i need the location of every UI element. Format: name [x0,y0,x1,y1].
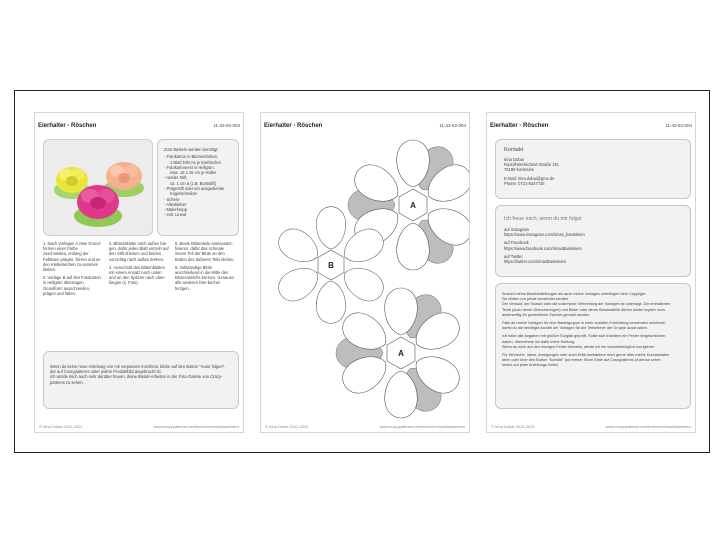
step-text: 1. Nach Vorlagen A zwei Grund-formen einer Farbe zuschneiden, entlang der Faltlinien prägen, fal-ten und an den Klebelaschen zu-sammen kleben. [43,241,102,273]
footer-copyright: © Irina Dobai 2012-2021 [265,424,309,429]
footer-url[interactable]: www.crazypatterns.net/de/store/IrinasBasteleien [379,424,465,429]
legal-line: haben, übernehme ich dafür keine Haftung. [502,339,576,344]
page-contact [486,112,696,433]
legal-line: Wenn du mich auf den einzigen Fehler hinweist, werde ich ihn schnellstmöglich korrigieren. [502,344,656,349]
footer-url[interactable]: www.crazypatterns.net/de/store/IrinasBasteleien [153,424,239,429]
contact-phone: Phone: 0721-9247735 [504,180,545,186]
page-footer [265,424,465,429]
template-drawing [261,131,469,431]
contact-box [495,139,691,199]
step-text: 6. Vollständige Blüte anschließend in die Mitte des Blumenkelchs kle-ben. Genauso alle weiteren Eier-becher fertigen. [175,264,234,291]
follow-note-box [43,351,239,409]
contact-line: Irina Dobai [504,157,524,162]
follow-label: auf Facebook [504,240,529,246]
note-line: Ich würde mich auch sehr darüber freuen, deine Bastel-Arbeiten in der Foto-Galerie von Crazy- [50,374,223,380]
materials-item: - Prägestift oder ein ausgedienter [164,185,225,191]
page-templates [260,112,470,433]
follow-label: auf Instagram [504,227,530,232]
materials-list [164,154,232,218]
facebook-link[interactable]: https://www.facebook.com/IrinasBasteleien [504,245,582,251]
steps-column-3 [175,241,235,294]
legal-line: Der Verkauf, der Tausch oder die kostenlose Verbreitung der Vorlagen ist untersagt. Die enthaltenen [502,302,671,307]
footer-copyright: © Irina Dobai 2012-2021 [39,424,83,429]
materials-item: - Fotokartonrest in Hellgrün, [164,164,215,170]
page-title: Eierhalter - Röschen [264,123,323,129]
step-text: 5. Beide Blütenteile aneinander-fixieren, dafür das schmale innere Teil der Blüte an den Boden des äußeren Teils kleben. [175,241,235,262]
product-code: 11-43-62-004 [439,123,466,128]
materials-item: 1 Blatt DIN A4 je Eierbecher [170,159,221,165]
steps-column-2 [109,241,169,289]
materials-item: - Schere [164,196,180,202]
contact-email[interactable]: E-Mail: irina.dobai@gmx.de [504,175,555,181]
instagram-link[interactable]: https://www.instagram.com/irinas_basteleien [504,232,585,238]
materials-item: - evtl. Lineal [164,212,187,218]
page-footer [491,424,691,429]
contact-heading: Kontakt [504,147,524,153]
legal-line: Sie dürfen nur privat verwendet werden. [502,297,570,302]
materials-item: - Malerkrepp [164,207,187,213]
footer-copyright: © Irina Dobai 2012-2021 [491,424,535,429]
steps-column-1 [43,241,103,299]
template-label: B [328,261,334,270]
materials-item: - Alleskleber [164,201,187,207]
legal-line: oben oder über den Button "Kontakt" auf meiner Store-Seite auf Crazypatterns (Adresse unten [502,358,661,363]
legal-line: anderweitig für gewerbliche Zwecke genutzt werden. [502,312,591,317]
contact-line: Rudolf-Breitscheid-Straße 19c [504,162,559,168]
template-label: A [410,201,416,210]
legal-line: Für Wünsche, Ideen, Anregungen oder auch Kritik kontaktiere mich gerne über meine Kontaktdaten [502,353,670,358]
page-footer [39,424,239,429]
legal-line: Ich habe alle Angaben mit größter Sorgfalt geprüft. Sollte sich trotzdem ein Fehler eingeschlichen [502,334,666,339]
step-text: 4. Ausschnitt des Blütenblattes mit einem Ansatz nach unten und an den Spitzen nach oben biegen (s. Foto). [109,264,165,286]
template-label: A [398,349,404,358]
materials-item: - Fotokarton in Blumenfarben, [164,154,219,160]
legal-line: rechts auf jeder Anleitungs-Seite). [502,363,559,368]
flower-photo [44,140,152,235]
step-text: 2. Vorlage B auf den Fotokarton in Hellgrün übertragen, Grundform ausschneiden, prägen und falten. [43,275,101,296]
materials-item: max. 15 x 15 cm je Halter [170,170,217,176]
follow-heading: Ich freue mich, wenn du mir folgst [504,216,582,222]
legal-line: Falls du meine Vorlagen für eine Bastelgruppe in einer sozialen Einrichtung verwenden möchtest, [502,321,666,326]
follow-box [495,205,691,277]
note-line: Wenn du keine neue Anleitung von mir verpassen möchtest, klicke auf den Button "Autor folgen", [50,364,226,369]
photo-box [43,139,153,236]
note-line: der auf Crazypatterns unter jedem Produktbild angebracht ist. [50,369,162,375]
page-instructions [34,112,244,433]
template-a-bottom [336,288,465,418]
product-code: 11-43-62-004 [213,123,240,128]
materials-item: Kugelschreiber [170,191,198,197]
legal-box [495,283,691,409]
contact-line: 76189 Karlsruhe [504,167,535,173]
product-code: 11-43-62-004 [665,123,692,128]
document-sheet [14,90,710,453]
step-text: 3. Blütenblätter nach außen bie-gen, dafür jedes Blatt einzeln auf den Stift drücken und beides vorsichtig nach außen drehen. [109,241,169,262]
footer-url[interactable]: www.crazypatterns.net/de/store/IrinasBasteleien [605,424,691,429]
materials-box [157,139,239,236]
page-title: Eierhalter - Röschen [490,123,549,129]
legal-line: Texte (auch deren Übersetzungen) und Bilder oder deren Bestandteile dürfen weder kopiert noch [502,307,665,312]
follow-label: auf Twitter [504,253,523,259]
materials-intro: Zum Basteln werden benötigt: [164,147,219,152]
page-title: Eierhalter - Röschen [38,123,97,129]
legal-line: Sowohl meine Bastelanleitungen als auch meine Vorlagen unterliegen dem Copyright. [502,292,647,296]
twitter-link[interactable]: https://twitter.com/IrinasBasteleien [504,259,567,265]
materials-item: - runder Stift, [164,175,188,181]
legal-line: darfst du die benötigte Anzahl der Vorlagen für die Teilnehmer der Gruppe ausdrucken. [502,326,648,331]
materials-item: ca. 1 cm ø (z.B. Buntstift) [170,180,216,186]
note-line: patterns zu sehen. [50,379,84,385]
